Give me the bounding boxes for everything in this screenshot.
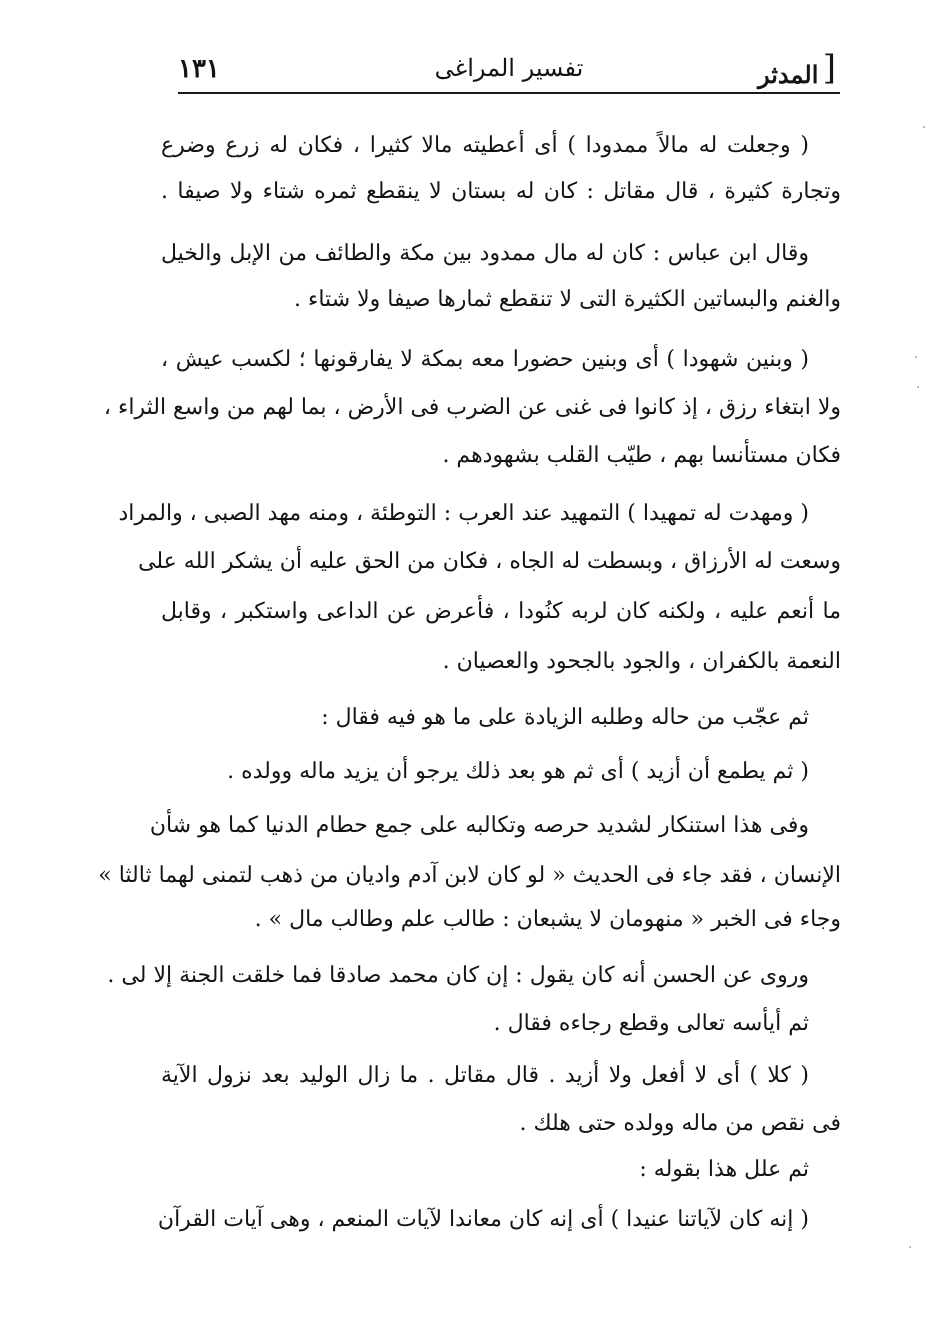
text-line: ( كلا ) أى لا أفعل ولا أزيد . قال مقاتل . ما زال الوليد بعد نزول الآية	[161, 1063, 809, 1088]
text-line: الإنسان ، فقد جاء فى الحديث « لو كان لابن آدم واديان من ذهب لتمنى لهما ثالثا »	[98, 863, 841, 888]
text-line: فى نقص من ماله وولده حتى هلك .	[519, 1111, 841, 1136]
margin-speck: ·	[908, 1240, 913, 1256]
text-line: ثم علل هذا بقوله :	[639, 1157, 809, 1182]
margin-speck: ·	[922, 120, 927, 136]
margin-speck: ·	[916, 380, 921, 396]
text-line: ثم عجّب من حاله وطلبه الزيادة على ما هو فيه فقال :	[321, 705, 809, 730]
page-header	[178, 48, 840, 94]
header-bracket: ]	[822, 48, 836, 88]
text-line: وفى هذا استنكار لشديد حرصه وتكالبه على جمع حطام الدنيا كما هو شأن	[149, 813, 809, 838]
text-line: وجاء فى الخبر « منهومان لا يشبعان : طالب علم وطالب مال » .	[254, 907, 841, 932]
text-line: ثم أيأسه تعالى وقطع رجاءه فقال .	[493, 1011, 809, 1036]
text-line: وتجارة كثيرة ، قال مقاتل : كان له بستان لا ينقطع ثمره شتاء ولا صيفا .	[161, 179, 841, 204]
text-line: ( وبنين شهودا ) أى وبنين حضورا معه بمكة لا يفارقونها ؛ لكسب عيش ،	[161, 347, 809, 372]
text-line: النعمة بالكفران ، والجود بالجحود والعصيان .	[442, 649, 841, 674]
text-line: فكان مستأنسا بهم ، طيّب القلب بشهودهم .	[442, 443, 841, 468]
text-line: وسعت له الأرزاق ، وبسطت له الجاه ، فكان من الحق عليه أن يشكر الله على	[138, 549, 841, 574]
margin-speck: ·	[914, 350, 919, 366]
text-line: والغنم والبساتين الكثيرة التى لا تنقطع ثمارها صيفا ولا شتاء .	[294, 287, 841, 312]
text-line: وقال ابن عباس : كان له مال ممدود بين مكة والطائف من الإبل والخيل	[161, 241, 809, 266]
text-line: ( وجعلت له مالاً ممدودا ) أى أعطيته مالا كثيرا ، فكان له زرع وضرع	[161, 133, 809, 158]
text-line: وروى عن الحسن أنه كان يقول : إن كان محمد صادقا فما خلقت الجنة إلا لى .	[107, 963, 809, 988]
page-number: ١٣١	[178, 54, 220, 84]
text-line: ما أنعم عليه ، ولكنه كان لربه كنُودا ، فأعرض عن الداعى واستكبر ، وقابل	[161, 599, 841, 624]
text-line: ( إنه كان لآياتنا عنيدا ) أى إنه كان معاندا لآيات المنعم ، وهى آيات القرآن	[157, 1207, 809, 1232]
surah-label: المدثر	[758, 60, 819, 89]
text-line: ولا ابتغاء رزق ، إذ كانوا فى غنى عن الضرب فى الأرض ، بما لهم من واسع الثراء ،	[103, 395, 841, 420]
text-line: ( ثم يطمع أن أزيد ) أى ثم هو بعد ذلك يرجو أن يزيد ماله وولده .	[227, 759, 809, 784]
text-line: ( ومهدت له تمهيدا ) التمهيد عند العرب : التوطئة ، ومنه مهد الصبى ، والمراد	[118, 501, 809, 526]
book-title: تفسير المراغى	[434, 54, 584, 82]
